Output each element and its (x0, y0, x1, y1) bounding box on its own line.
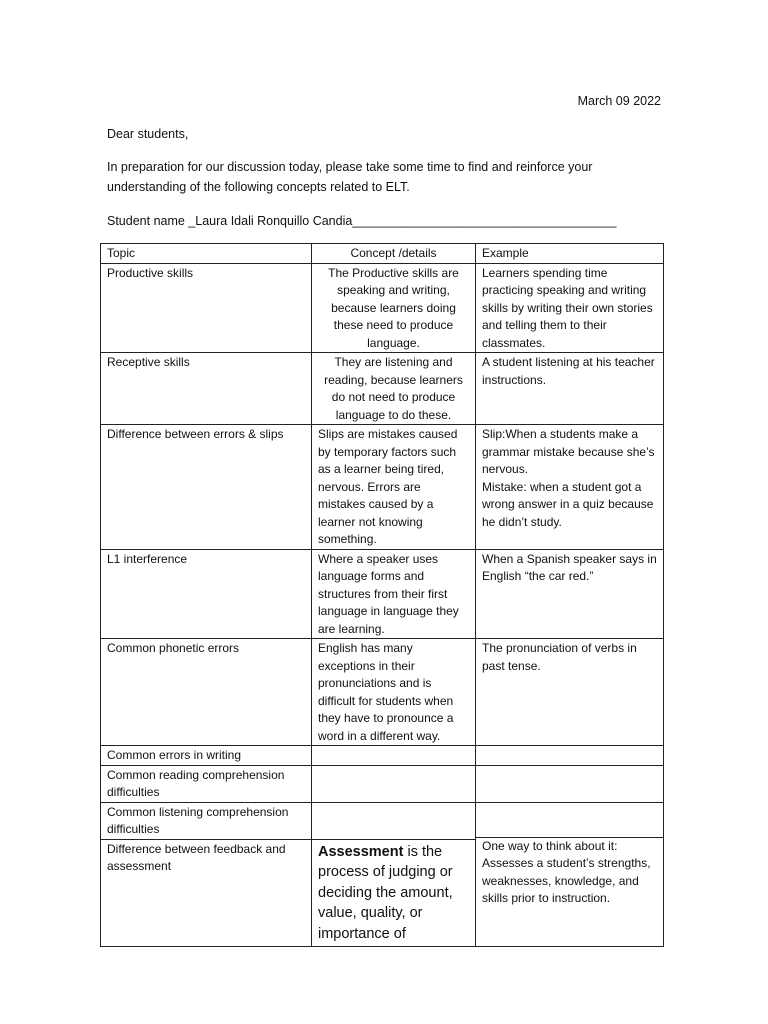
feedback-example: One way to think about it: Assesses a student’s strengths, weaknesses, knowledge, and skills prior to instruction. (476, 837, 663, 945)
concept-cell: Slips are mistakes caused by temporary factors such as a learner being tired, nervous. Errors are mistakes caused by a learner not knowing something. (312, 425, 476, 550)
concept-cell: English has many exceptions in their pronunciations and is difficult for students when they have to pronounce a word in a different way. (312, 639, 476, 746)
header-concept: Concept /details (312, 244, 476, 264)
example-slip: Slip:When a students make a grammar mistake because she’s nervous. (482, 427, 655, 476)
assessment-term: Assessment (318, 843, 404, 860)
example-cell (476, 746, 664, 766)
topic-cell: L1 interference (101, 549, 312, 639)
topic-cell: Common phonetic errors (101, 639, 312, 746)
header-example: Example (476, 244, 664, 264)
assessment-definition: is the process of judging or deciding the amount, value, quality, or importance of (318, 843, 453, 942)
student-name-line: Student name _Laura Idali Ronquillo Candia______________________________________ (107, 214, 617, 228)
table-row (101, 765, 664, 802)
example-cell: When a Spanish speaker says in English “the car red.” (476, 549, 664, 639)
example-cell: A student listening at his teacher instructions. (476, 353, 664, 425)
table-header-row (101, 244, 664, 264)
concept-cell: Where a speaker uses language forms and structures from their first language in language they are learning. (312, 549, 476, 639)
greeting: Dear students, (107, 127, 189, 141)
concept-cell (312, 746, 476, 766)
topic-cell: Common listening comprehension difficulties (101, 802, 312, 839)
concept-cell: They are listening and reading, because learners do not need to produce language to do these. (312, 353, 476, 425)
topic-cell: Receptive skills (101, 353, 312, 425)
table-row (101, 425, 664, 550)
table-row (101, 639, 664, 746)
example-cell (476, 765, 664, 802)
example-mistake: Mistake: when a student got a wrong answer in a quiz because he didn’t study. (482, 479, 654, 529)
table-row (101, 746, 664, 766)
concept-cell: The Productive skills are speaking and writing, because learners doing these need to produce language. (312, 263, 476, 353)
example-cell (476, 802, 664, 946)
concept-cell (312, 839, 476, 946)
example-cell (476, 425, 664, 550)
table-row (101, 802, 664, 839)
example-cell: Learners spending time practicing speaking and writing skills by writing their own stories and telling them to their classmates. (476, 263, 664, 353)
topic-cell: Difference between errors & slips (101, 425, 312, 550)
intro-paragraph: In preparation for our discussion today, please take some time to find and reinforce your understanding of the following concepts related to ELT. (107, 160, 593, 194)
table-row (101, 263, 664, 353)
header-topic: Topic (101, 244, 312, 264)
table-row (101, 353, 664, 425)
example-cell: The pronunciation of verbs in past tense. (476, 639, 664, 746)
topic-cell: Productive skills (101, 263, 312, 353)
concept-cell (312, 802, 476, 839)
table-row (101, 549, 664, 639)
topic-cell: Difference between feedback and assessment (101, 839, 312, 946)
topic-cell: Common reading comprehension difficulties (101, 765, 312, 802)
blank-example-area (476, 803, 663, 837)
concepts-table (100, 243, 664, 947)
document-date: March 09 2022 (577, 94, 661, 108)
topic-cell: Common errors in writing (101, 746, 312, 766)
concept-cell (312, 765, 476, 802)
